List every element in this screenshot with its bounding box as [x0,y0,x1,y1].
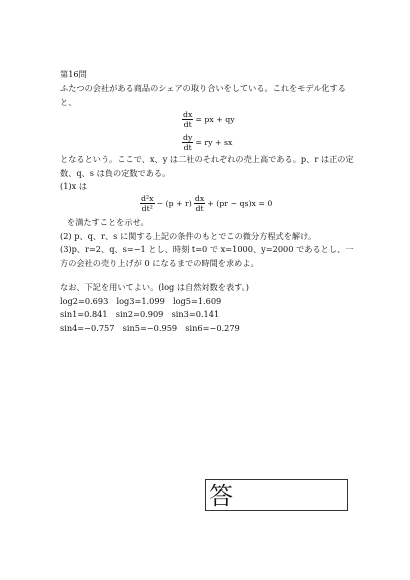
eq3-term1-denominator: dt² [141,204,153,213]
equation-dx [180,110,235,129]
sin-values-row-2: sin4=−0.757 sin5=−0.959 sin6=−0.279 [60,323,240,333]
question-2: (2) p、q、r、s に関する上記の条件のもとでこの微分方程式を解け。 [60,231,317,241]
eq2-lhs-denominator: dt [183,143,192,152]
problem-intro: ふたつの会社がある商品のシェアの取り合いをしている。これをモデル化すると、 [60,83,346,107]
eq1-lhs-numerator: dx [183,110,193,119]
note-text: なお、下記を用いてよい。(log は自然対数を表す。) [60,282,249,292]
eq2-lhs-numerator: dy [183,133,193,142]
eq3-tail: + (pr − qs)x = 0 [207,198,273,208]
log-values: log2=0.693 log3=1.099 log5=1.609 [60,296,222,306]
condition-text: となるという。ここで、x、y は二社のそれぞれの売上高である。p、r は正の定数、q、s は負の定数である。 [60,154,354,178]
answer-label: 答 [209,482,233,510]
answer-box[interactable] [205,479,348,511]
question-1-label: (1)x は [60,181,88,191]
eq3-middle: − (p + r) [156,198,192,208]
question-1-tail: を満たすことを示せ。 [67,217,149,227]
eq1-rhs: = px + qy [195,114,235,124]
eq3-term2-numerator: dx [194,194,205,203]
equation-second-order [138,194,272,213]
eq3-term1-numerator: d²x [141,194,154,203]
eq3-term2-denominator: dt [195,204,204,213]
eq1-lhs-denominator: dt [183,120,192,129]
equation-dy [180,133,232,152]
problem-title: 第16問 [60,69,87,79]
question-3: (3)p、r=2、q、s=−1 とし、時刻 t=0 で x=1000、y=2000 であるとし、一方の会社の売り上げが 0 になるまでの時間を求めよ。 [60,244,354,268]
eq2-rhs: = ry + sx [195,137,233,147]
sin-values-row-1: sin1=0.841 sin2=0.909 sin3=0.141 [60,309,220,319]
